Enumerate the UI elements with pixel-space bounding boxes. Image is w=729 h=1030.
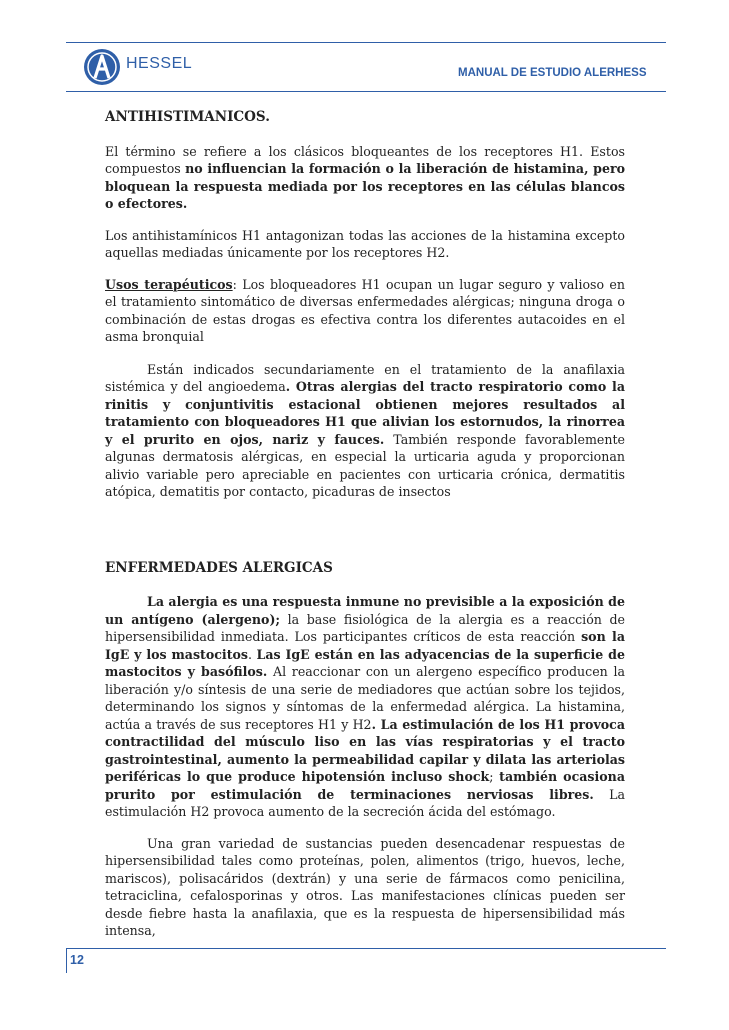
- text-run: El término se refiere a los clásicos bloqueantes de los receptores H1. Estos compuestos: [105, 143, 625, 176]
- hessel-logo-icon: [82, 47, 122, 87]
- bold-text-run: no influencian la formación o la liberación de histamina, pero bloquean la respuesta mediada por los receptores en las células blancos o efectores.: [105, 161, 626, 211]
- paragraph-substances: Una gran variedad de sustancias pueden desencadenar respuestas de hipersensibilidad tales como proteínas, polen, alimentos (trigo, huevos, leche, mariscos), polisacáridos (dextrán) y una serie de fármacos como penicilina, tetraciclina, cefalosporinas y otros. Las manifestaciones clínicas pueden ser desde fiebre hasta la anafilaxia, que es la respuesta de hipersensibilidad más intensa,: [105, 835, 625, 938]
- section-title-antihistaminicos: ANTIHISTIMANICOS.: [105, 109, 270, 125]
- text-run: ;: [489, 769, 500, 784]
- page-content: [105, 109, 625, 940]
- text-run: .: [248, 646, 257, 662]
- bold-text-run: también ocasiona prurito por estimulación de terminaciones nerviosas libres.: [105, 769, 625, 802]
- text-run: la base fisiológica de la alergia es a reacción de hipersensibilidad inmediata. Los participantes críticos de esta reacción: [105, 611, 625, 644]
- text-run: Están indicados secundariamente en el tratamiento de la anafilaxia sistémica y del angioedema: [105, 361, 625, 394]
- logo-text: HESSEL: [126, 55, 193, 72]
- section-title-enfermedades-alergicas: ENFERMEDADES ALERGICAS: [105, 559, 333, 576]
- page-number: 12: [70, 953, 84, 967]
- bold-text-run: . La estimulación de los H1 provoca contractilidad del músculo liso en las vías respiratorias y el tracto gastrointestinal, aumento la permeabilidad capilar y dilata las arteriolas periféricas lo que produce hipotensión incluso shock: [105, 716, 625, 784]
- bold-text-run: Las IgE están en las adyacencias de la superficie de mastocitos y basófilos.: [105, 646, 625, 679]
- paragraph-allergy-definition: [105, 593, 625, 821]
- text-run: : Los bloqueadores H1 ocupan un lugar seguro y valioso en el tratamiento sintomático de diversas enfermedades alérgicas; ninguna droga o combinación de estas drogas es efectiva contra los diferentes autacoides en el asma bronquial: [105, 276, 625, 344]
- paragraph-therapeutic-uses: [105, 276, 625, 346]
- paragraph-definition: [105, 143, 625, 213]
- page-footer: [66, 949, 667, 973]
- header-title: MANUAL DE ESTUDIO ALERHESS: [458, 67, 647, 79]
- bold-text-run: . Otras alergias del tracto respiratorio como la rinitis y conjuntivitis estacional obtienen mejores resultados al tratamiento con bloqueadores H1 que alivian los estornudos, la rinorrea y el prurito en ojos, nariz y fauces.: [105, 379, 626, 447]
- paragraph-indications: [105, 361, 625, 501]
- text-run: También responde favorablemente algunas dermatosis alérgicas, en especial la urticaria aguda y proporcionan alivio variable pero apreciable en pacientes con urticaria crónica, dermatitis atópica, dematitis por contacto, picaduras de insectos: [105, 431, 625, 499]
- paragraph-h1-antagonism: Los antihistamínicos H1 antagonizan todas las acciones de la histamina excepto aquellas mediadas únicamente por los receptores H2.: [105, 227, 625, 260]
- underlined-label: Usos terapéuticos: [105, 276, 233, 292]
- bold-text-run: La alergia es una respuesta inmune no previsible a la exposición de un antígeno (alergeno);: [105, 594, 625, 627]
- text-run: Al reaccionar con un alergeno específico producen la liberación y/o síntesis de una serie de mediadores que actúan sobre los tejidos, determinando los signos y síntomas de la enfermedad alérgica. La histamina, actúa a través de sus receptores H1 y H2: [105, 664, 625, 732]
- bold-text-run: son la IgE y los mastocitos: [105, 629, 625, 662]
- text-run: La estimulación H2 provoca aumento de la secreción ácida del estómago.: [105, 786, 626, 819]
